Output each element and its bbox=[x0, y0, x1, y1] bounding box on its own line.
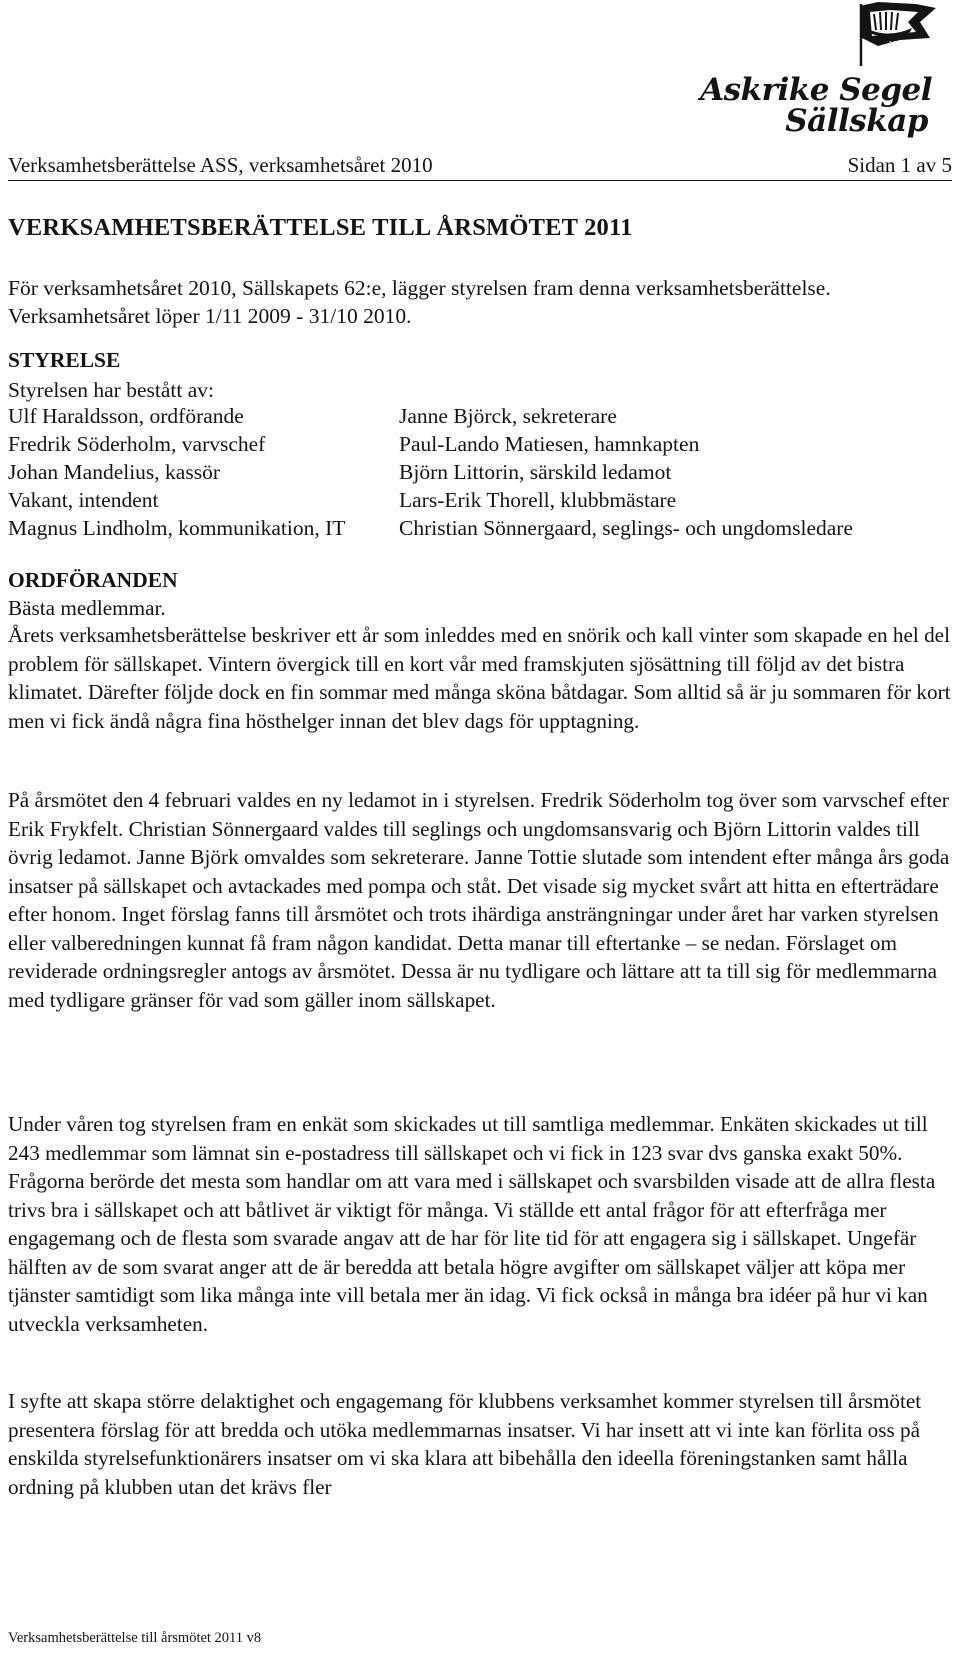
board-member: Vakant, intendent bbox=[8, 488, 159, 512]
board-row bbox=[8, 488, 952, 516]
body-paragraph-4: I syfte att skapa större delaktighet och engagemang för klubbens verksamhet kommer styrelsen till årsmötet presentera förslag för att bredda och utöka medlemmarnas insatser. Vi har insett att vi inte kan förlita oss på enskilda styrelsefunktionärers insatser om vi ska klara att bibehålla den ideella föreningstanken samt hålla ordning på klubben utan det krävs fler bbox=[8, 1389, 922, 1499]
board-member: Janne Björck, sekreterare bbox=[399, 404, 617, 428]
greeting-line: Bästa medlemmar. bbox=[8, 596, 166, 620]
board-row bbox=[8, 432, 952, 460]
board-member: Christian Sönnergaard, seglings- och ungdomsledare bbox=[399, 516, 853, 540]
board-member: Björn Littorin, särskild ledamot bbox=[399, 460, 672, 484]
body-paragraph-1: Årets verksamhetsberättelse beskriver ett år som inleddes med en snörik och kall vinter som skapade en hel del problem för sällskapet. Vintern övergick till en kort vår med framskjuten sjösättning till följd av det bistra klimatet. Därefter följde dock en fin sommar med många sköna båtdagar. Som alltid så är ju sommaren för kort men vi fick ändå några fina hösthelger innan det blev dags för upptagning. bbox=[8, 623, 951, 733]
board-member-list bbox=[8, 404, 952, 544]
ordforanden-heading: ORDFÖRANDEN bbox=[8, 568, 178, 592]
logo-text-line2: Sällskap bbox=[785, 103, 928, 139]
board-row bbox=[8, 460, 952, 488]
board-row bbox=[8, 516, 952, 544]
club-logo bbox=[700, 0, 940, 150]
logo-text-line1: Askrike Segel bbox=[700, 72, 932, 108]
intro-paragraph: För verksamhetsåret 2010, Sällskapets 62:e, lägger styrelsen fram denna verksamhetsberättelse. Verksamhetsåret löper 1/11 2009 - 31/10 2010. bbox=[8, 276, 831, 328]
board-row bbox=[8, 404, 952, 432]
styrelse-heading: STYRELSE bbox=[8, 348, 121, 372]
board-member: Magnus Lindholm, kommunikation, IT bbox=[8, 516, 346, 540]
board-member: Lars-Erik Thorell, klubbmästare bbox=[399, 488, 677, 512]
ship-flag-icon bbox=[740, 0, 940, 75]
board-member: Johan Mandelius, kassör bbox=[8, 460, 220, 484]
body-paragraph-3: Under våren tog styrelsen fram en enkät som skickades ut till samtliga medlemmar. Enkäten skickades ut till 243 medlemmar som lämnat sin e-postadress till sällskapet och vi fick in 123 svar dvs ganska exakt 50%. Frågorna berörde det mesta som handlar om att vara med i sällskapet och svarsbilden visade att de allra flesta trivs bra i sällskapet och att båtlivet är viktigt för många. Vi ställde ett antal frågor för att efterfråga mer engagemang och de flesta som svarade angav att de har för lite tid för att engagera sig i sällskapet. Ungefär hälften av de som svarat anger att de är beredda att betala högre avgifter om sällskapet väljer att köpa mer tjänster samtidigt som lika många inte vill betala mer än idag. Vi fick också in många bra idéer på hur vi kan utveckla verksamheten. bbox=[8, 1112, 936, 1336]
header-document-title: Verksamhetsberättelse ASS, verksamhetsåret 2010 bbox=[8, 153, 433, 177]
board-member: Paul-Lando Matiesen, hamnkapten bbox=[399, 432, 700, 456]
page-title: VERKSAMHETSBERÄTTELSE TILL ÅRSMÖTET 2011 bbox=[8, 214, 633, 241]
running-header bbox=[8, 152, 952, 181]
board-intro-text: Styrelsen har bestått av: bbox=[8, 378, 214, 402]
page-footer: Verksamhetsberättelse till årsmötet 2011 v8 bbox=[8, 1630, 262, 1646]
board-member: Ulf Haraldsson, ordförande bbox=[8, 404, 244, 428]
header-page-number: Sidan 1 av 5 bbox=[847, 153, 952, 177]
logo-flag-text: ASS bbox=[888, 40, 902, 48]
board-member: Fredrik Söderholm, varvschef bbox=[8, 432, 266, 456]
body-paragraph-2: På årsmötet den 4 februari valdes en ny ledamot in i styrelsen. Fredrik Söderholm tog över som varvschef efter Erik Frykfelt. Christian Sönnergaard valdes till seglings och ungdomsansvarig och Björn Littorin valdes till övrig ledamot. Janne Björk omvaldes som sekreterare. Janne Tottie slutade som intendent efter många års goda insatser på sällskapet och avtackades med pompa och ståt. Det visade sig mycket svårt att hitta en efterträdare efter honom. Inget förslag fanns till årsmötet och trots ihärdiga ansträngningar under året har varken styrelsen eller valberedningen kunnat få fram någon kandidat. Detta manar till eftertanke – se nedan. Förslaget om reviderade ordningsregler antogs av årsmötet. Dessa är nu tydligare och lättare att ta till sig för medlemmarna med tydligare gränser för vad som gäller inom sällskapet. bbox=[8, 788, 950, 1012]
